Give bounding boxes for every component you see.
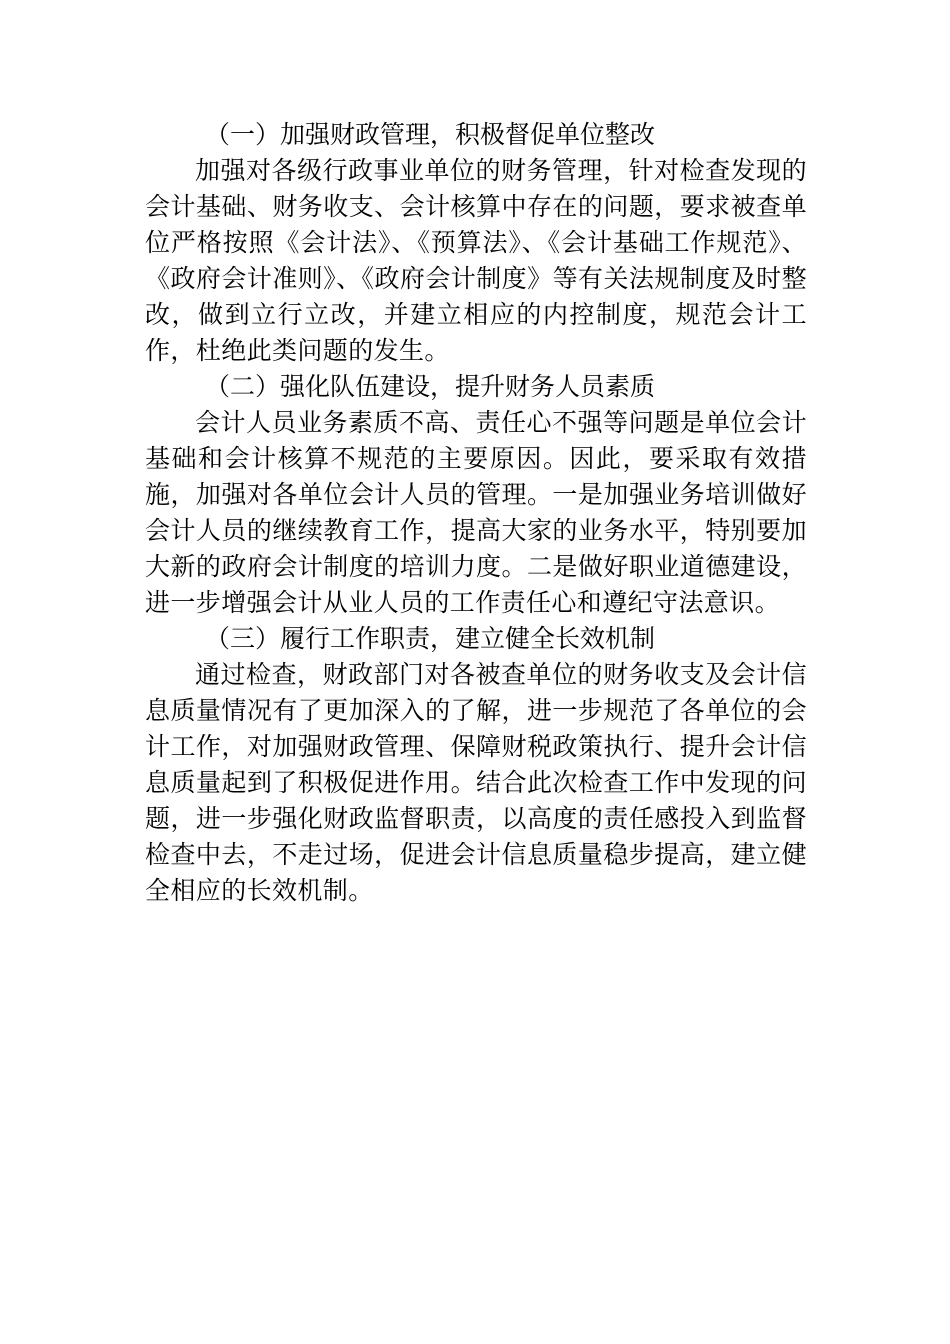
document-body <box>145 117 807 909</box>
section-heading-2: （二）强化队伍建设，提升财务人员素质 <box>205 372 656 401</box>
section-paragraph-2: 会计人员业务素质不高、责任心不强等问题是单位会计基础和会计核算不规范的主要原因。因此，要采取有效措施，加强对各单位会计人员的管理。一是加强业务培训做好会计人员的继续教育工作，提高大家的业务水平，特别要加大新的政府会计制度的培训力度。二是做好职业道德建设，进一步增强会计从业人员的工作责任心和遵纪守法意识。 <box>145 408 807 617</box>
section-heading-1: （一）加强财政管理，积极督促单位整改 <box>205 120 656 149</box>
section-heading-3: （三）履行工作职责，建立健全长效机制 <box>205 624 656 653</box>
section-paragraph-1: 加强对各级行政事业单位的财务管理，针对检查发现的会计基础、财务收支、会计核算中存在的问题，要求被查单位严格按照《会计法》、《预算法》、《会计基础工作规范》、《政府会计准则》、《政府会计制度》等有关法规制度及时整改，做到立行立改，并建立相应的内控制度，规范会计工作，杜绝此类问题的发生。 <box>145 156 807 365</box>
section-paragraph-3: 通过检查，财政部门对各被查单位的财务收支及会计信息质量情况有了更加深入的了解，进一步规范了各单位的会计工作，对加强财政管理、保障财税政策执行、提升会计信息质量起到了积极促进作用。结合此次检查工作中发现的问题，进一步强化财政监督职责，以高度的责任感投入到监督检查中去，不走过场，促进会计信息质量稳步提高，建立健全相应的长效机制。 <box>145 660 807 905</box>
